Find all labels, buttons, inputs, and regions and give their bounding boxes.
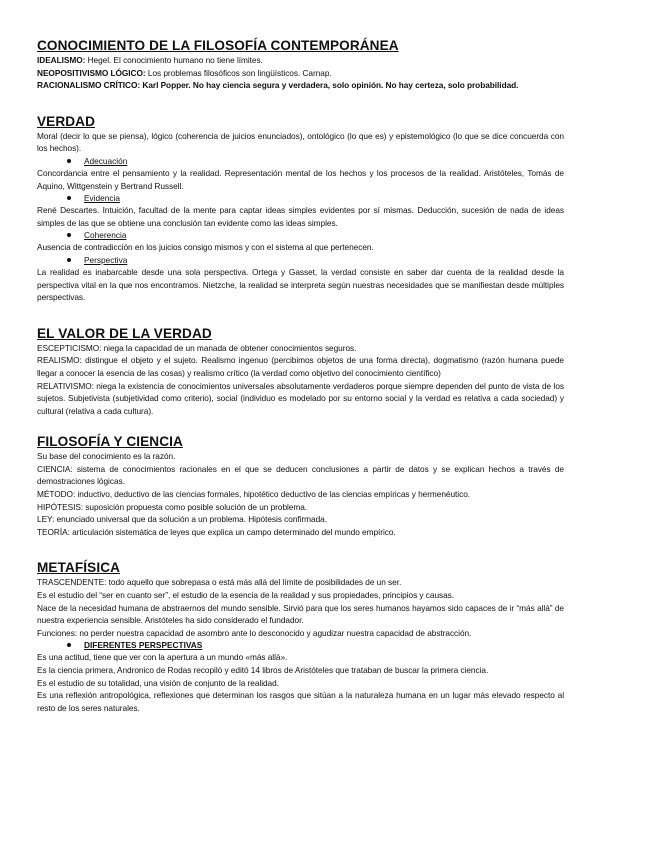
- text-ley: enunciado universal que da solución a un problema. Hipótesis confirmada.: [54, 514, 327, 525]
- coherencia-text: Ausencia de contradicción en los juicios consigo mismos y con el sistema al que pertenecen.: [37, 242, 374, 253]
- line-escepticismo: [37, 342, 564, 355]
- text-neopositivismo: Los problemas filosóficos son lingüísticos. Carnap.: [145, 67, 332, 78]
- text-teoria: articulación sistemática de leyes que explica un campo determinado del mundo empírico.: [69, 526, 396, 537]
- line-trascendente: [37, 576, 564, 589]
- text-idealismo: Hegel. El conocimiento humano no tiene límites.: [85, 55, 263, 65]
- bullet-adecuacion: [37, 155, 565, 167]
- perspectiva-totalidad: Es el estudio de su totalidad, una visión de conjunto de la realidad.: [37, 677, 279, 688]
- term-ley: LEY:: [37, 514, 55, 525]
- perspectiva-antropologica: Es una reflexión antropológica, reflexiones que determinan los rasgos que sitúan a la naturaleza humana en un lugar más elevado respecto al resto de los seres naturales.: [37, 690, 564, 713]
- line-relativismo: [37, 380, 564, 418]
- text-realismo: distingue el objeto y el sujeto. Realismo ingenuo (percibimos objetos de una forma directa), dogmatismo (razón humana puede llegar a conocer la esencia de las cosas) y realismo crítico (la verdad como objetivo del conocimiento científico): [37, 355, 564, 378]
- term-realismo: REALISMO:: [37, 355, 82, 366]
- text-ciencia: sistema de conocimientos racionales en el que se deducen conclusiones a partir de datos y se explican hechos a través de demostraciones lógicas.: [37, 463, 564, 487]
- perspectiva-text: La realidad es inabarcable desde una sola perspectiva. Ortega y Gasset, la verdad consiste en saber dar cuenta de la realidad desde la perspectiva vital en la que nos encontramos. Nietzche, la realidad se interpreta según nuestras necesidades que se manifiestan desde múltiples perspectivas.: [37, 266, 564, 303]
- perspectiva-actitud: Es una actitud, tiene que ver con la apertura a un mundo «más allá».: [37, 652, 288, 663]
- bullet-label: Coherencia: [84, 230, 127, 241]
- term-metodo: MÉTODO:: [37, 489, 76, 500]
- evidencia-text: René Descartes. Intuición, facultad de la mente para captar ideas simples evidentes por sí mismas. Deducción, sucesión de nada de ideas simples de las que se obtiene una conclusión tan evidente como las ideas simples.: [37, 205, 564, 228]
- bullet-dot-icon: [67, 196, 71, 200]
- bullet-label: Evidencia: [84, 193, 120, 204]
- bullet-label: Adecuación: [84, 155, 128, 166]
- text-funciones: no perder nuestra capacidad de asombro ante lo desconocido y agudizar nuestra capacidad de abstracción.: [77, 627, 472, 638]
- line-realismo: [37, 354, 564, 379]
- bullet-dot-icon: [67, 643, 71, 647]
- term-funciones: Funciones:: [37, 627, 78, 638]
- term-racionalismo: RACIONALISMO CRÍTICO:: [37, 80, 141, 91]
- perspectiva-ciencia-primera: Es la ciencia primera, Andronico de Rodas recopiló y editó 14 libros de Aristóteles que trataban de buscar la primera ciencia.: [37, 665, 489, 675]
- section-title-conocimiento: CONOCIMIENTO DE LA FILOSOFÍA CONTEMPORÁNEA: [37, 38, 399, 53]
- bullet-coherencia: [37, 229, 565, 241]
- term-escepticismo: ESCEPTICISMO:: [37, 342, 102, 353]
- text-trascendente: todo aquello que sobrepasa o está más allá del límite de posibilidades de un ser.: [106, 577, 402, 588]
- line-racionalismo: [37, 79, 564, 92]
- adecuacion-text: Concordancia entre el pensamiento y la realidad. Representación mental de los hechos y los procesos de la realidad. Aristóteles, Tomás de Aquino, Wittgenstein y Bertrand Russell.: [37, 167, 564, 191]
- section-title-valor-verdad: EL VALOR DE LA VERDAD: [37, 325, 212, 341]
- bullet-dot-icon: [67, 233, 71, 237]
- line-metodo: [37, 488, 564, 501]
- section-title-verdad: VERDAD: [37, 113, 96, 129]
- text-relativismo: niega la existencia de conocimientos universales absolutamente verdaderos porque siempre dependen del punto de vista de los sujetos. Subjetivista (subjetividad como criterio), social (individuo es modelado por su entorno social y la verdad es relativa a cada sociedad) y cultural (relativa a cada cultura).: [37, 380, 564, 416]
- metafisica-origen: Nace de la necesidad humana de abstraernos del mundo sensible. Sirvió para que los seres humanos hayamos sido capaces de ir “más allá” de nuestra experiencia sensible. Aristóteles ha sido considerado el fundador.: [37, 602, 564, 626]
- line-hipotesis: [37, 501, 564, 514]
- term-neopositivismo: NEOPOSITIVISMO LÓGICO:: [37, 67, 146, 78]
- line-ciencia: [37, 463, 564, 488]
- line-teoria: [37, 526, 564, 539]
- bullet-dot-icon: [67, 159, 71, 163]
- line-ley: [37, 513, 564, 526]
- term-teoria: TEORÍA:: [37, 526, 70, 537]
- term-relativismo: RELATIVISMO:: [37, 380, 94, 391]
- line-idealismo: [37, 54, 564, 67]
- text-escepticismo: niega la capacidad de un manada de obtener conocimientos seguros.: [101, 342, 357, 353]
- line-neopositivismo: [37, 67, 564, 80]
- filosofia-ciencia-intro: Su base del conocimiento es la razón.: [37, 451, 176, 462]
- term-ciencia: CIENCIA:: [37, 463, 73, 474]
- bullet-label: Perspectiva: [84, 254, 128, 265]
- verdad-intro: Moral (decir lo que se piensa), lógico (coherencia de juicios enunciados), ontológico (lo que es) y epistemológico (lo que se dice concuerda con los hechos).: [37, 130, 564, 154]
- section-title-filosofia-ciencia: FILOSOFÍA Y CIENCIA: [37, 434, 183, 450]
- bullet-perspectiva: [37, 254, 565, 266]
- bullet-label: DIFERENTES PERSPECTIVAS: [84, 640, 203, 651]
- bullet-evidencia: [37, 192, 565, 204]
- metafisica-estudio: Es el estudio del “ser en cuanto ser”, el estudio de la esencia de la realidad y sus propiedades, principios y causas.: [37, 590, 455, 601]
- text-hipotesis: suposición propuesta como posible solución de un problema.: [83, 501, 308, 512]
- text-racionalismo: Karl Popper. No hay ciencia segura y verdadera, solo opinión. No hay certeza, solo probabilidad.: [140, 80, 519, 91]
- bullet-diferentes-perspectivas: [37, 639, 565, 651]
- section-title-metafisica: METAFÍSICA: [37, 560, 121, 576]
- line-funciones: [37, 627, 564, 640]
- bullet-dot-icon: [67, 258, 71, 262]
- text-metodo: inductivo, deductivo de las ciencias formales, hipotético deductivo de las ciencias empíricas y hermenéutico.: [75, 489, 471, 500]
- term-idealismo: IDEALISMO:: [37, 55, 86, 65]
- term-trascendente: TRASCENDENTE:: [37, 577, 107, 588]
- term-hipotesis: HIPÓTESIS:: [37, 501, 84, 512]
